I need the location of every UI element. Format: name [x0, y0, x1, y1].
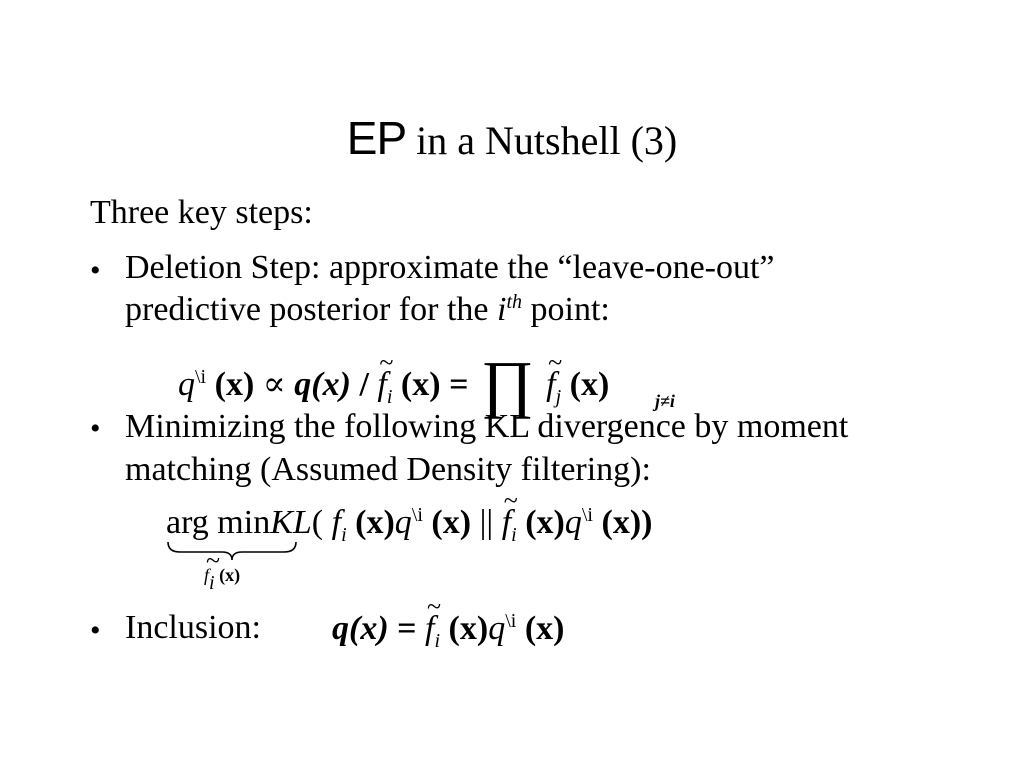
eq2-parallel: ||	[479, 504, 494, 541]
bullet-1-post: point:	[530, 291, 610, 328]
eq1-q2: q(x)	[294, 366, 351, 403]
eq1-fj-tilde: ~ f	[546, 368, 555, 402]
eq1-product-subscript: j≠i	[655, 391, 675, 411]
eq2-kl: KL	[270, 504, 312, 541]
eq2-open: (	[311, 504, 324, 541]
bullet-1-pre: predictive posterior for the	[125, 291, 489, 328]
eq2-under-i: i	[209, 572, 215, 594]
equation-kl	[166, 504, 653, 546]
bullet-1-line-1: Deletion Step: approximate the “leave-one-out”	[125, 249, 775, 286]
eq1-equals: =	[449, 366, 469, 403]
eq2-x2: (x)	[431, 504, 472, 541]
intro-text: Three key steps:	[90, 194, 313, 231]
bullet-1-i: i	[496, 291, 507, 328]
underbrace-icon	[166, 540, 298, 562]
eq1-x3: (x)	[569, 366, 610, 403]
eq1-j: j	[555, 386, 562, 408]
eq1-prop: ∝	[262, 366, 286, 403]
eq2-f-tilde: ~ f	[502, 506, 511, 540]
eq2-sup2: \i	[581, 504, 593, 526]
eq3-sup: \i	[505, 610, 517, 632]
bullet-2-line-2: matching (Assumed Density filtering):	[125, 451, 651, 488]
eq3-x2: (x)	[524, 610, 565, 647]
eq2-under-f: ~ f	[204, 566, 209, 584]
eq2-q: q	[394, 504, 412, 541]
title-ep: EP	[346, 112, 407, 164]
equation-inclusion	[332, 610, 565, 652]
eq2-under-x: (x)	[219, 565, 241, 585]
equation-deletion	[178, 342, 610, 419]
bullet-3-marker: •	[90, 614, 101, 647]
eq1-x: (x)	[214, 366, 255, 403]
eq3-equals: =	[397, 610, 417, 647]
eq2-i: i	[341, 524, 347, 546]
eq2-sup: \i	[411, 504, 423, 526]
eq2-argmin: arg min	[166, 504, 271, 541]
eq1-q: q	[178, 366, 195, 403]
eq1-slash: /	[359, 366, 369, 403]
eq1-product: ∏	[480, 348, 534, 419]
eq2-x4: (x))	[601, 504, 653, 541]
title-rest: in a Nutshell (3)	[416, 118, 678, 163]
eq1-f-tilde: ~ f	[377, 368, 386, 402]
eq2-x3: (x)	[525, 504, 565, 541]
eq2-x: (x)	[355, 504, 395, 541]
bullet-3-label: Inclusion:	[125, 609, 261, 646]
bullet-1-marker: •	[90, 254, 101, 287]
eq2-f: f	[331, 504, 342, 541]
bullet-2-line-1: Minimizing the following KL divergence by moment	[125, 408, 849, 445]
eq3-i: i	[434, 630, 441, 652]
eq1-i: i	[386, 386, 393, 408]
eq1-sup: \i	[195, 366, 207, 388]
eq3-f-tilde: ~ f	[425, 612, 434, 646]
eq2-i2: i	[511, 524, 517, 546]
eq2-under	[204, 565, 241, 594]
eq1-x2: (x)	[400, 366, 441, 403]
slide-title	[0, 112, 1024, 165]
bullet-1-line-2	[125, 293, 610, 327]
bullet-1-th: th	[506, 291, 522, 313]
eq3-q2: q	[488, 610, 506, 647]
eq3-q: q(x)	[332, 610, 389, 647]
bullet-2-marker: •	[90, 412, 101, 445]
eq3-x: (x)	[448, 610, 489, 647]
eq2-q2: q	[564, 504, 582, 541]
